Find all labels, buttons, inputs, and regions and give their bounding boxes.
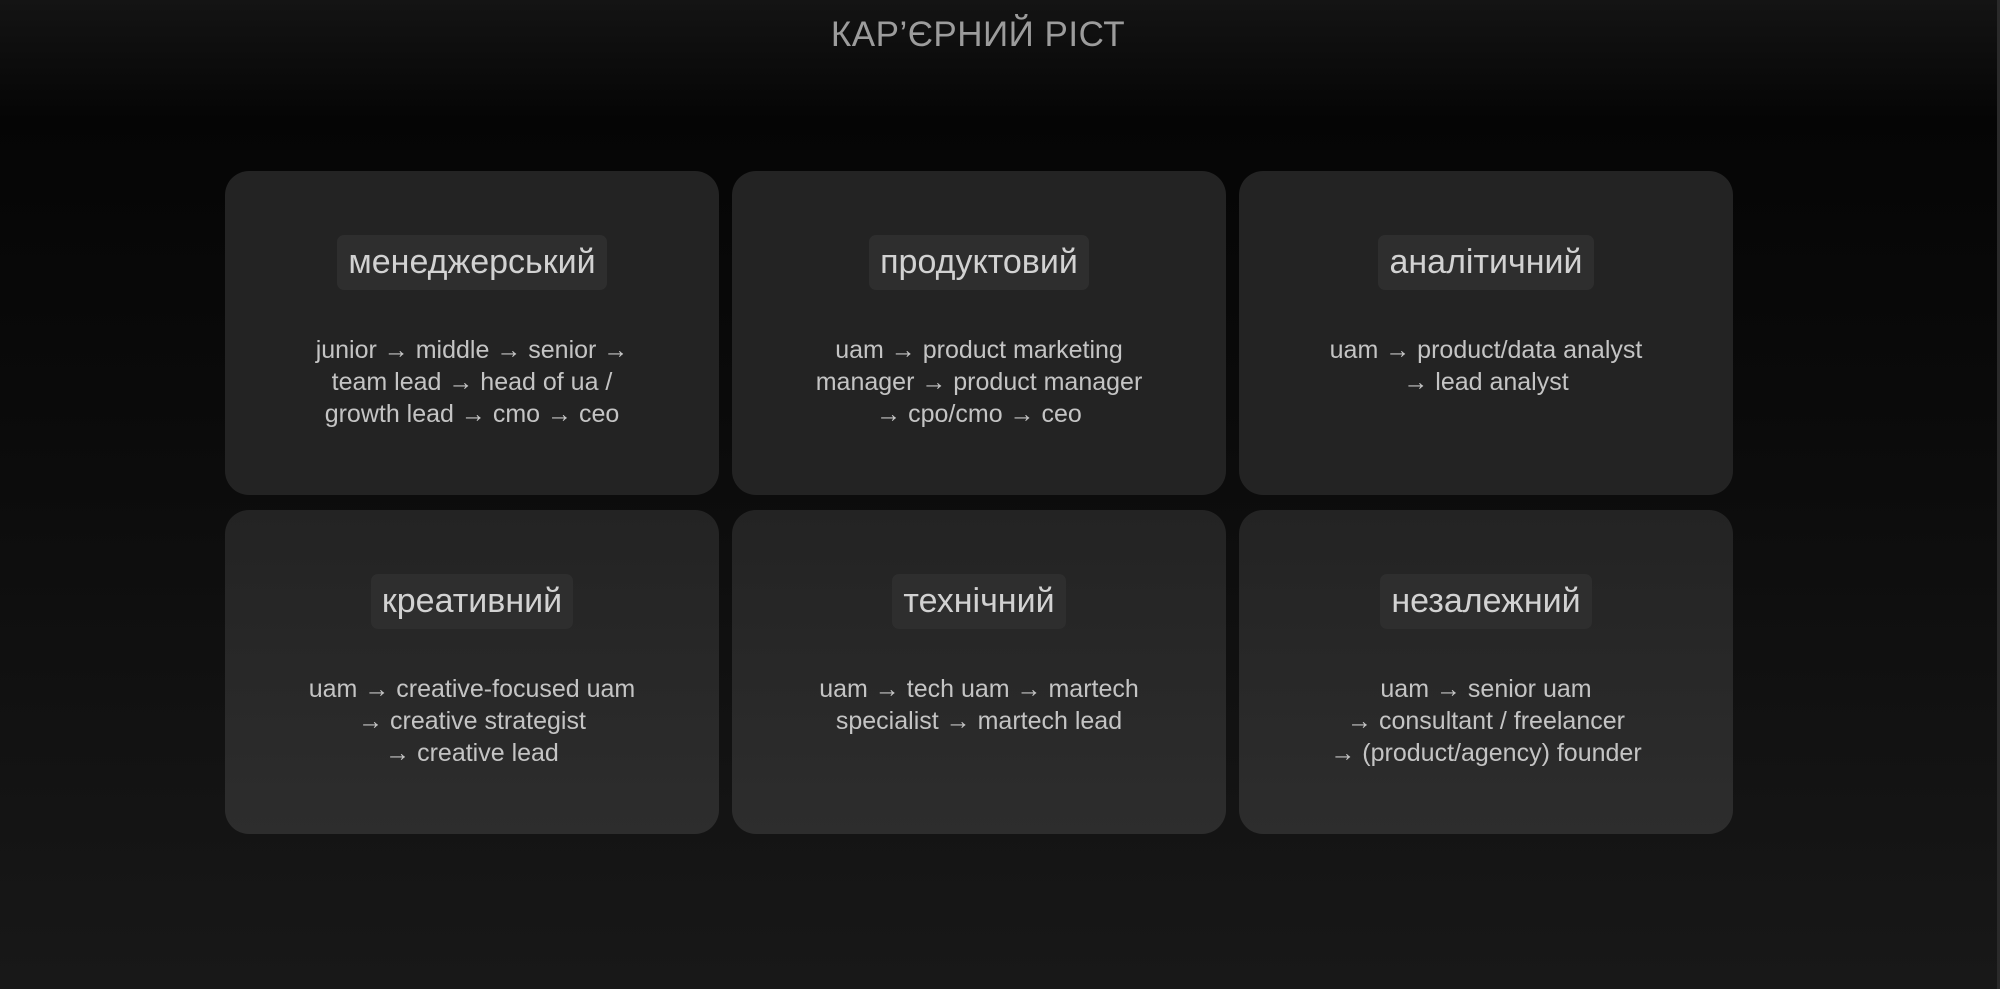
career-card-title: технічний — [892, 574, 1065, 629]
career-card-creative — [225, 510, 719, 834]
career-path-line: → lead analyst — [1403, 368, 1569, 396]
career-path-line: uam → product marketing — [835, 336, 1123, 364]
career-path-line: uam → senior uam — [1380, 675, 1592, 703]
page-title: КАР’ЄРНИЙ РІСТ — [830, 15, 1126, 54]
career-card-analytical — [1239, 171, 1733, 495]
career-path-line: junior → middle → senior → — [315, 336, 629, 364]
career-path-line: uam → product/data analyst — [1329, 336, 1643, 364]
career-paths-grid — [225, 171, 1733, 834]
career-card-title: аналітичний — [1378, 235, 1593, 290]
career-path-text — [1276, 673, 1696, 769]
career-path-text — [769, 673, 1189, 737]
career-path-line: team lead → head of ua / — [331, 368, 613, 396]
career-card-title: незалежний — [1380, 574, 1591, 629]
career-card-technical — [732, 510, 1226, 834]
career-path-line: growth lead → cmo → ceo — [324, 400, 620, 428]
career-path-line: uam → tech uam → martech — [819, 675, 1139, 703]
career-path-line: specialist → martech lead — [835, 707, 1123, 735]
career-path-text — [1276, 334, 1696, 398]
career-path-text — [262, 334, 682, 430]
career-path-line: → (product/agency) founder — [1330, 739, 1642, 767]
career-path-line: → creative strategist — [358, 707, 586, 735]
career-path-line: → creative lead — [385, 739, 559, 767]
career-path-line: → cpo/cmo → ceo — [876, 400, 1082, 428]
career-path-text — [262, 673, 682, 769]
career-path-line: uam → creative-focused uam — [308, 675, 636, 703]
career-card-title: креативний — [371, 574, 573, 629]
career-path-line: → consultant / freelancer — [1347, 707, 1625, 735]
career-card-title: продуктовий — [869, 235, 1089, 290]
career-card-management — [225, 171, 719, 495]
career-card-product — [732, 171, 1226, 495]
career-path-line: manager → product manager — [815, 368, 1143, 396]
career-card-independent — [1239, 510, 1733, 834]
career-card-title: менеджерський — [337, 235, 606, 290]
career-path-text — [769, 334, 1189, 430]
